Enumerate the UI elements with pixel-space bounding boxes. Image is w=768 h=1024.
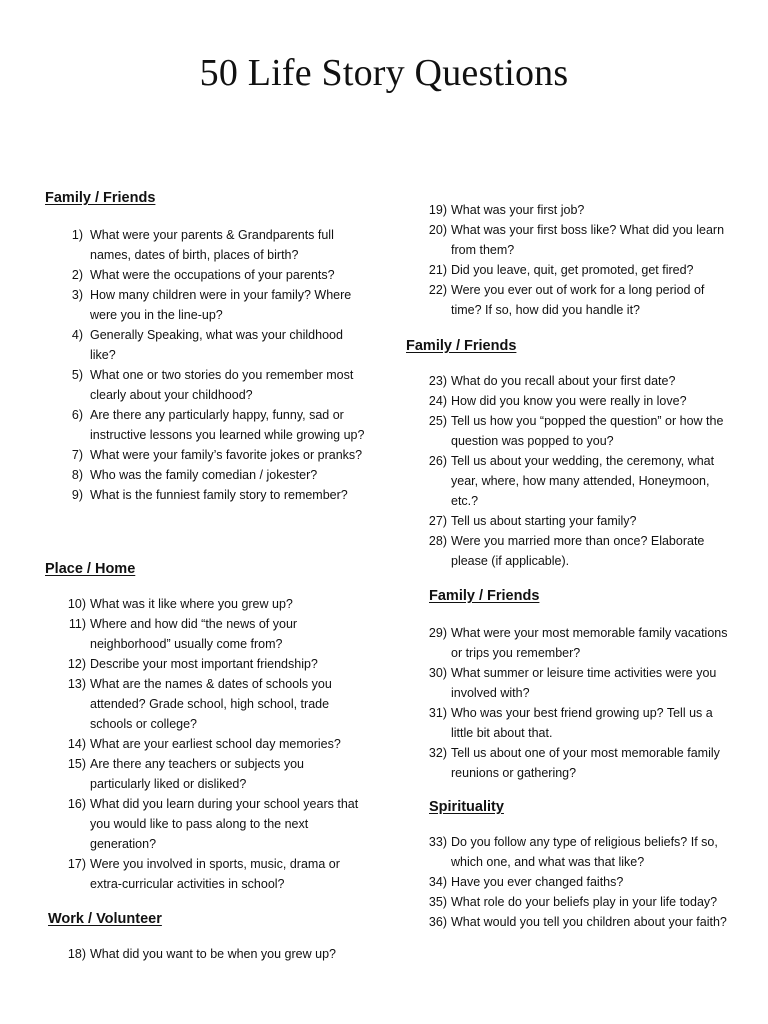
question-number: 31) xyxy=(428,706,447,720)
question-number: 12) xyxy=(67,657,86,671)
section-heading: Spirituality xyxy=(429,799,504,815)
question-number: 36) xyxy=(428,915,447,929)
section-work-volunteer-heading xyxy=(48,910,368,964)
question-number: 24) xyxy=(428,394,447,408)
question-number: 15) xyxy=(67,757,86,771)
question-item xyxy=(406,280,728,320)
question-list xyxy=(45,225,365,505)
question-number: 18) xyxy=(67,947,86,961)
question-item xyxy=(406,531,728,571)
question-number: 27) xyxy=(428,514,447,528)
question-number: 4) xyxy=(71,328,83,342)
question-item xyxy=(406,703,729,743)
question-number: 7) xyxy=(71,448,83,462)
section-spirituality xyxy=(429,798,729,932)
question-item xyxy=(406,511,728,531)
section-family-friends-2 xyxy=(406,337,728,571)
section-place-home xyxy=(45,560,365,894)
question-text: What was it like where you grew up? xyxy=(90,597,293,611)
question-number: 17) xyxy=(67,857,86,871)
question-number: 6) xyxy=(71,408,83,422)
question-text: What one or two stories do you remember most clearly about your childhood? xyxy=(90,368,354,402)
question-item xyxy=(406,623,729,663)
question-item xyxy=(406,220,728,260)
question-number: 29) xyxy=(428,626,447,640)
question-number: 30) xyxy=(428,666,447,680)
question-number: 10) xyxy=(67,597,86,611)
question-number: 2) xyxy=(71,268,83,282)
question-item xyxy=(45,485,365,505)
question-item xyxy=(45,285,365,325)
question-text: Were you married more than once? Elaborate please (if applicable). xyxy=(451,534,705,568)
question-number: 11) xyxy=(68,617,86,631)
question-text: Do you follow any type of religious beliefs? If so, which one, and what was that like? xyxy=(451,835,718,869)
section-heading: Family / Friends xyxy=(406,338,517,354)
question-item xyxy=(45,614,365,654)
question-text: What role do your beliefs play in your life today? xyxy=(451,895,718,909)
question-item xyxy=(45,594,365,614)
question-text: Describe your most important friendship? xyxy=(90,657,318,671)
question-text: Were you involved in sports, music, drama or extra-curricular activities in school? xyxy=(90,857,340,891)
question-text: What are the names & dates of schools you attended? Grade school, high school, trade schools or college? xyxy=(90,677,332,731)
question-item xyxy=(45,854,365,894)
question-item xyxy=(406,872,729,892)
question-text: What did you learn during your school years that you would like to pass along to the next generation? xyxy=(90,797,359,851)
question-number: 8) xyxy=(71,468,83,482)
question-item xyxy=(406,451,728,511)
question-item xyxy=(45,265,365,285)
question-item xyxy=(45,794,365,854)
question-item xyxy=(406,912,729,932)
question-text: How did you know you were really in love? xyxy=(451,394,687,408)
question-text: Where and how did “the news of your neighborhood” usually come from? xyxy=(90,617,298,651)
question-item xyxy=(406,371,728,391)
question-number: 13) xyxy=(67,677,86,691)
question-item xyxy=(406,663,729,703)
question-item xyxy=(45,225,365,265)
question-number: 14) xyxy=(67,737,86,751)
question-text: What is the funniest family story to remember? xyxy=(90,488,348,502)
question-text: What did you want to be when you grew up? xyxy=(90,947,336,961)
question-text: What were your parents & Grandparents full names, dates of birth, places of birth? xyxy=(90,228,334,262)
question-text: Who was the family comedian / jokester? xyxy=(90,468,318,482)
question-text: What were the occupations of your parents? xyxy=(90,268,335,282)
question-text: What were your family’s favorite jokes or pranks? xyxy=(90,448,363,462)
section-heading: Work / Volunteer xyxy=(48,911,162,927)
section-work-volunteer-continued xyxy=(406,200,728,320)
question-number: 20) xyxy=(428,223,447,237)
question-number: 28) xyxy=(428,534,447,548)
question-list xyxy=(45,594,365,894)
question-text: What was your first job? xyxy=(451,203,585,217)
question-number: 23) xyxy=(428,374,447,388)
question-number: 22) xyxy=(428,283,447,297)
question-number: 25) xyxy=(428,414,447,428)
question-text: What was your first boss like? What did you learn from them? xyxy=(451,223,725,257)
question-item xyxy=(45,944,368,964)
question-text: What do you recall about your first date? xyxy=(451,374,676,388)
question-text: Tell us about starting your family? xyxy=(451,514,637,528)
question-item xyxy=(45,445,365,465)
page-title: 50 Life Story Questions xyxy=(199,52,569,94)
section-family-friends-1 xyxy=(45,189,365,505)
question-item xyxy=(406,391,728,411)
question-item xyxy=(45,325,365,365)
section-heading: Family / Friends xyxy=(45,190,156,206)
section-heading: Place / Home xyxy=(45,561,136,577)
question-text: Are there any teachers or subjects you particularly liked or disliked? xyxy=(90,757,305,791)
question-number: 32) xyxy=(428,746,447,760)
question-item xyxy=(406,743,729,783)
question-item xyxy=(406,200,728,220)
question-text: Were you ever out of work for a long period of time? If so, how did you handle it? xyxy=(451,283,705,317)
section-family-friends-3 xyxy=(429,587,729,783)
question-list xyxy=(406,371,728,571)
question-number: 3) xyxy=(71,288,83,302)
question-number: 35) xyxy=(428,895,447,909)
question-list xyxy=(406,200,728,320)
question-number: 26) xyxy=(428,454,447,468)
question-number: 9) xyxy=(71,488,83,502)
question-list xyxy=(45,944,368,964)
question-text: What summer or leisure time activities were you involved with? xyxy=(451,666,717,700)
question-text: What were your most memorable family vacations or trips you remember? xyxy=(451,626,728,660)
question-text: Tell us how you “popped the question” or how the question was popped to you? xyxy=(451,414,724,448)
question-item xyxy=(406,832,729,872)
section-heading: Family / Friends xyxy=(429,588,540,604)
question-number: 16) xyxy=(67,797,86,811)
question-number: 5) xyxy=(71,368,83,382)
question-text: Tell us about one of your most memorable family reunions or gathering? xyxy=(451,746,720,780)
question-item xyxy=(45,405,365,445)
question-item xyxy=(45,365,365,405)
question-item xyxy=(406,260,728,280)
question-item xyxy=(45,754,365,794)
question-number: 1) xyxy=(71,228,83,242)
question-item xyxy=(45,654,365,674)
question-item xyxy=(406,892,729,912)
question-text: Tell us about your wedding, the ceremony, what year, where, how many attended, Honeymoon, etc.? xyxy=(451,454,715,508)
question-text: Have you ever changed faiths? xyxy=(451,875,624,889)
question-number: 21) xyxy=(428,263,447,277)
question-text: Generally Speaking, what was your childhood like? xyxy=(90,328,343,362)
question-item xyxy=(45,674,365,734)
question-text: Did you leave, quit, get promoted, get fired? xyxy=(451,263,694,277)
question-text: Who was your best friend growing up? Tell us a little bit about that. xyxy=(451,706,713,740)
question-text: What are your earliest school day memories? xyxy=(90,737,341,751)
question-text: What would you tell you children about your faith? xyxy=(451,915,727,929)
question-number: 33) xyxy=(428,835,447,849)
question-number: 19) xyxy=(428,203,447,217)
question-item xyxy=(45,465,365,485)
question-text: How many children were in your family? Where were you in the line-up? xyxy=(90,288,352,322)
question-item xyxy=(406,411,728,451)
question-list xyxy=(406,623,729,783)
question-text: Are there any particularly happy, funny, sad or instructive lessons you learned while growing up? xyxy=(90,408,365,442)
question-number: 34) xyxy=(428,875,447,889)
question-item xyxy=(45,734,365,754)
question-list xyxy=(406,832,729,932)
